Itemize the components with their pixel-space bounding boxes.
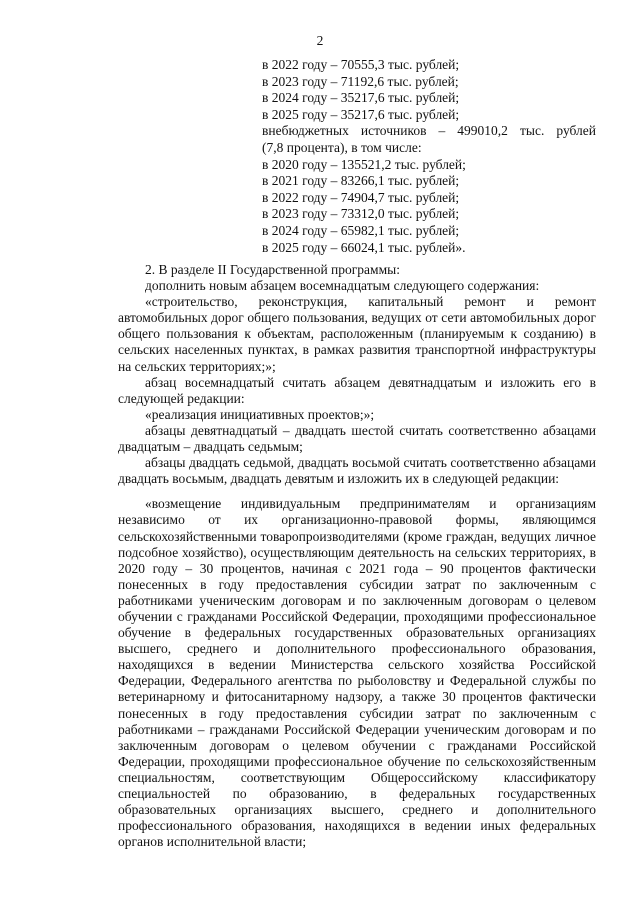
paragraph: абзацы девятнадцатый – двадцать шестой считать соответственно абзацами двадцатым – двадцать седьмым;: [118, 422, 596, 455]
funding-line: в 2025 году – 35217,6 тыс. рублей;: [262, 106, 460, 122]
paragraph: абзацы двадцать седьмой, двадцать восьмой считать соответственно абзацами двадцать восьмым, двадцать девятым и изложить их в следующей редакции:: [118, 455, 596, 487]
extra-funding-line: в 2021 году – 83266,1 тыс. рублей;: [262, 173, 460, 189]
extra-funding-line: в 2024 году – 65982,1 тыс. рублей;: [262, 222, 460, 238]
paragraph: «возмещение индивидуальным предпринимателям и организациям независимо от их организационно-правовой формы, являющимся сельскохозяйственными товаропроизводителями (кроме граждан, ведущих личное подсобное хозяйство), осуществляющим деятельность на сельских территориях, в 2020 году – 30 процентов, начиная с 2021 года – 90 процентов фактически понесенных в году предоставления субсидии затрат по заключенным с работниками ученическим договорам и по заключенным договорам о целевом обучении с гражданами Российской Федерации, проходящими профессиональное обучение в федеральных государственных образовательных организациях высшего, среднего и дополнительного профессионального образования, находящихся в ведении Министерства сельского хозяйства Российской Федерации, Федерального агентства по рыболовству и Федеральной службы по ветеринарному и фитосанитарному надзору, а также 30 процентов фактически понесенных в году предоставления субсидии затрат по заключенным с работниками – гражданами Российской Федерации ученическим договорам и по заключенным договорам о целевом обучении с гражданами Российской Федерации, проходящими профессиональное обучение по сельскохозяйственным специальностям, соответствующим Общероссийскому классификатору специальностей по образованию, в федеральных государственных образовательных организациях высшего, среднего и дополнительного профессионального образования, находящихся в ведении иных федеральных органов исполнительной власти;: [118, 496, 596, 850]
section-heading: 2. В разделе II Государственной программы:: [145, 262, 400, 277]
extra-funding-line: в 2025 году – 66024,1 тыс. рублей».: [262, 239, 466, 255]
paragraph: абзац восемнадцатый считать абзацем девятнадцатым и изложить его в следующей редакции:: [118, 374, 596, 406]
section-ii-amendments: [118, 262, 596, 850]
paragraph: «строительство, реконструкция, капитальный ремонт и ремонт автомобильных дорог общего пользования, ведущих от сети автомобильных дорог общего пользования к объектам, расположенным (планируемым к созданию) в сельских населенных пунктах, в рамках развития транспортной инфраструктуры на сельских территориях;»;: [118, 294, 596, 374]
page-number: 2: [316, 33, 324, 48]
paragraph: дополнить новым абзацем восемнадцатым следующего содержания:: [145, 278, 540, 294]
funding-line: в 2024 году – 35217,6 тыс. рублей;: [262, 90, 460, 106]
funding-line: в 2023 году – 71192,6 тыс. рублей;: [262, 73, 459, 89]
extra-budget-header: внебюджетных источников – 499010,2 тыс. рублей: [262, 123, 596, 139]
funding-line: в 2022 году – 70555,3 тыс. рублей;: [262, 57, 460, 72]
funding-block: [262, 57, 596, 256]
extra-funding-line: в 2023 году – 73312,0 тыс. рублей;: [262, 206, 460, 222]
extra-budget-header-cont: (7,8 процента), в том числе:: [262, 139, 422, 155]
paragraph: «реализация инициативных проектов;»;: [145, 406, 375, 422]
extra-funding-line: в 2020 году – 135521,2 тыс. рублей;: [262, 156, 466, 172]
extra-funding-line: в 2022 году – 74904,7 тыс. рублей;: [262, 189, 460, 205]
